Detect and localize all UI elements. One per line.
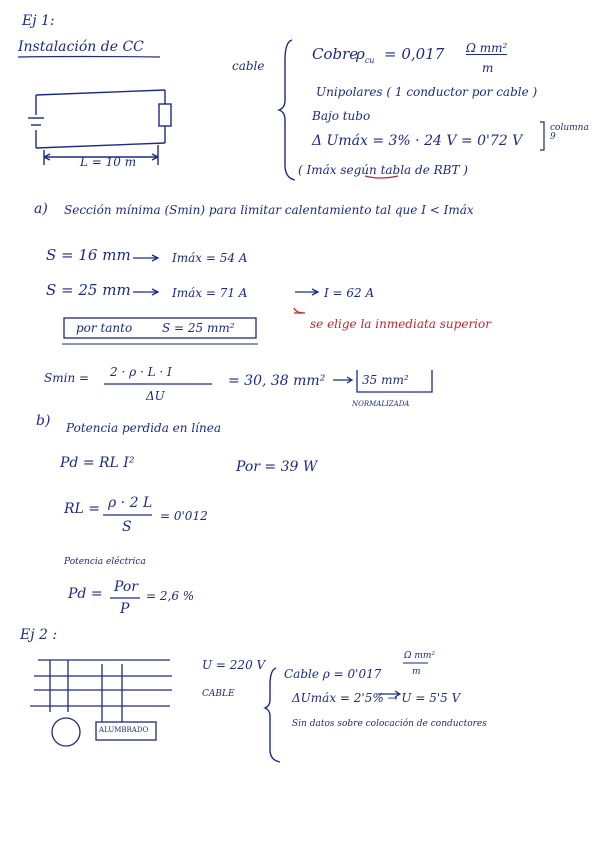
s25: S = 25 mm <box>46 281 131 299</box>
imax-note: ( Imáx según tabla de RBT ) <box>298 163 468 177</box>
cobre-label: Cobre <box>312 45 359 63</box>
smin-value: = 30, 38 mm² <box>228 373 326 389</box>
rl-value: = 0'012 <box>160 509 208 523</box>
pd-numerator: Por <box>114 579 138 595</box>
part-b-text: Potencia perdida en línea <box>66 421 221 435</box>
smin-numerator: 2 · ρ · L · I <box>110 365 172 379</box>
choose-note: se elige la inmediata superior <box>310 317 491 331</box>
rl-label: RL = <box>64 501 101 517</box>
por-value: Por = 39 W <box>236 459 318 475</box>
s-result: S = 25 mm² <box>162 321 235 335</box>
unipolares: Unipolares ( 1 conductor por cable ) <box>316 85 538 99</box>
du-note: columna 9 <box>550 123 589 142</box>
rho-symbol: $\rho_{cu}$ <box>356 45 375 65</box>
smin-denominator: ΔU <box>146 389 165 403</box>
imax25: Imáx = 71 A <box>172 286 248 300</box>
normalizada-label: NORMALIZADA <box>352 400 410 408</box>
ej1-title: Instalación de CC <box>18 39 144 55</box>
rho-units-num: Ω mm² <box>466 41 508 55</box>
smin-label: Smin = <box>44 371 90 385</box>
ej2-delta-u: ΔUmáx = 2'5% → U = 5'5 V <box>292 691 461 705</box>
brace <box>279 40 295 180</box>
ej2-rho-units-den: m <box>412 667 421 677</box>
rho-value: = 0,017 <box>384 45 445 63</box>
ej2-cable-eq: Cable ρ = 0'017 <box>284 667 382 681</box>
length-label: L = 10 m <box>80 155 137 169</box>
pd-equation: Pd = RL I² <box>60 455 135 471</box>
bajo-tubo: Bajo tubo <box>312 109 371 123</box>
smin-choice: 35 mm² <box>362 373 409 387</box>
ej2-cable-label: CABLE <box>202 689 235 699</box>
rl-numerator: ρ · 2 L <box>108 495 153 511</box>
circuit-diagram <box>28 90 171 165</box>
pd-denominator: P <box>120 601 130 617</box>
part-a-label: a) <box>34 201 48 217</box>
pd-label: Pd = <box>68 586 103 602</box>
pd-value: = 2,6 % <box>146 589 195 603</box>
alumbrado-label: ALUMBRADO <box>99 726 149 734</box>
por-tanto: por tanto <box>76 321 133 335</box>
ej2-note: Sin datos sobre colocación de conductores <box>292 719 487 729</box>
s16: S = 16 mm <box>46 246 131 264</box>
rho-units-den: m <box>482 61 494 75</box>
rel-label: Potencia eléctrica <box>64 557 146 567</box>
cable-label: cable <box>232 59 265 73</box>
i-value: I = 62 A <box>324 286 375 300</box>
rl-denominator: S <box>122 519 132 535</box>
ej2-rho-units-num: Ω mm² <box>404 651 435 661</box>
imax16: Imáx = 54 A <box>172 251 248 265</box>
part-a-text: Sección mínima (Smin) para limitar calentamiento tal que I < Imáx <box>64 203 474 217</box>
part-b-label: b) <box>36 413 51 429</box>
ej2-heading: Ej 2 : <box>20 627 58 643</box>
delta-u: Δ Umáx = 3% · 24 V = 0'72 V <box>312 133 523 149</box>
ej1-heading: Ej 1: <box>22 13 55 29</box>
ej2-voltage: U = 220 V <box>202 658 266 672</box>
